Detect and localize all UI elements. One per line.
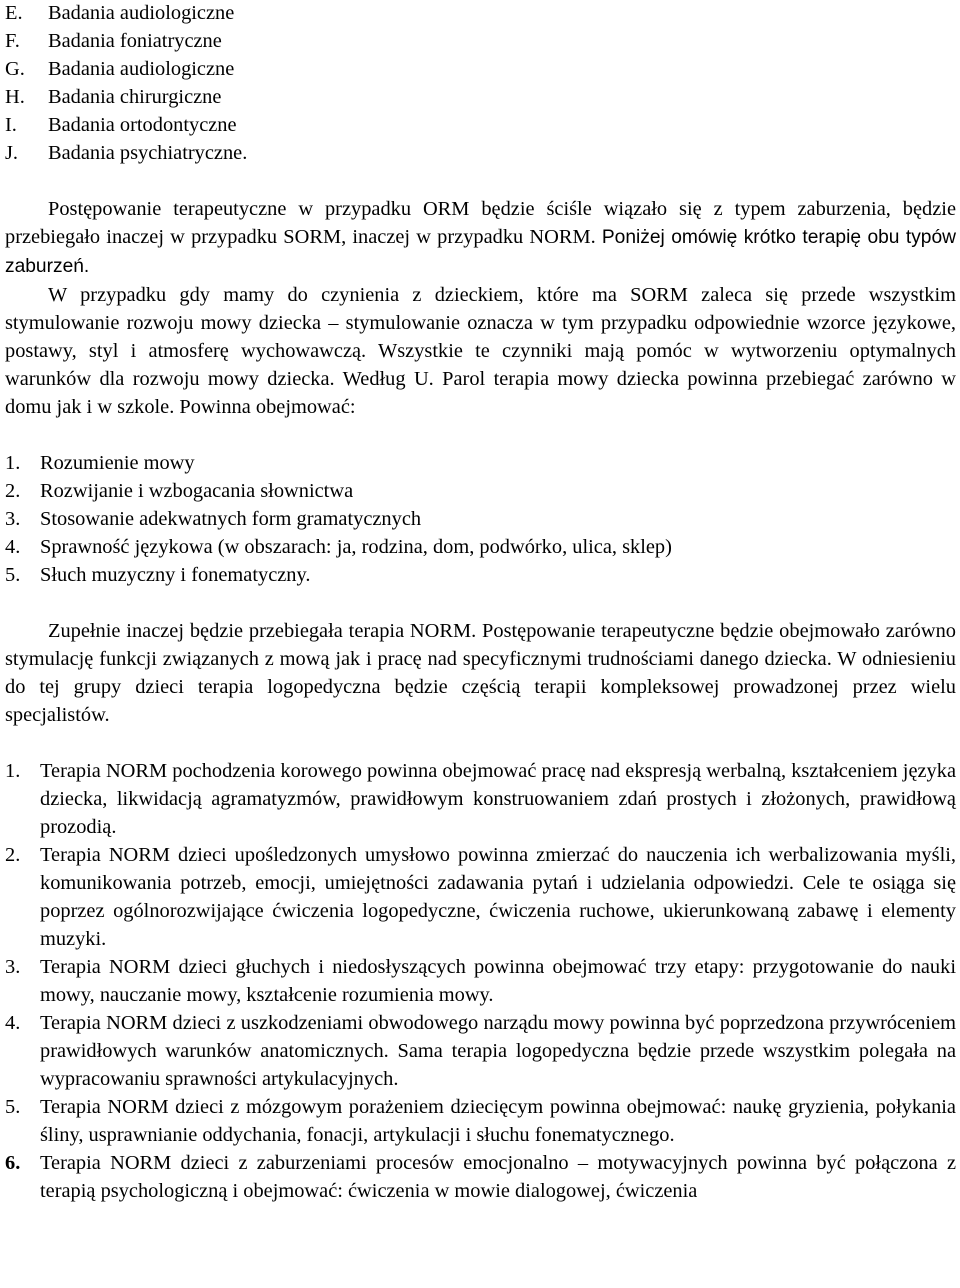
- document-page: [5, 0, 956, 1205]
- spacer: [5, 729, 956, 757]
- list-item: [5, 1149, 956, 1205]
- spacer: [5, 421, 956, 449]
- list-item: [5, 139, 956, 167]
- list-marker: 1.: [5, 452, 21, 474]
- spacer: [5, 167, 956, 195]
- list-marker: 5.: [5, 1096, 21, 1118]
- list-marker: E.: [5, 2, 23, 24]
- list-marker: G.: [5, 58, 25, 80]
- list-text: Terapia NORM pochodzenia korowego powinna obejmować pracę nad ekspresją werbalną, kształceniem języka dziecka, likwidacją agramatyzmów, prawidłowym konstruowaniem zdań prostych i złożonych, prawidłową prozodią.: [40, 760, 956, 838]
- intro-paragraph: [5, 195, 956, 281]
- list-text: Badania ortodontyczne: [48, 114, 237, 136]
- spacer: [5, 589, 956, 617]
- list-text: Słuch muzyczny i fonematyczny.: [40, 564, 311, 586]
- list-marker: H.: [5, 86, 25, 108]
- list-item: [5, 533, 956, 561]
- list-marker: 1.: [5, 760, 21, 782]
- list-item: [5, 83, 956, 111]
- list-marker: I.: [5, 114, 17, 136]
- list-text: Terapia NORM dzieci z mózgowym porażeniem dziecięcym powinna obejmować: naukę gryzienia, połykania śliny, usprawnianie oddychania, fonacji, artykulacji i słuchu fonematycznego.: [40, 1096, 956, 1146]
- list-text: Stosowanie adekwatnych form gramatycznych: [40, 508, 422, 530]
- list-item: [5, 0, 956, 27]
- list-item: [5, 27, 956, 55]
- list-text: Terapia NORM dzieci głuchych i niedosłyszących powinna obejmować trzy etapy: przygotowanie do nauki mowy, nauczanie mowy, kształcenie rozumienia mowy.: [40, 956, 956, 1006]
- list-text: Terapia NORM dzieci upośledzonych umysłowo powinna zmierzać do nauczenia ich werbalizowania myśli, komunikowania potrzeb, emocji, umiejętności zadawania pytań i udzielania odpowiedzi. Cele te osiąga się poprzez ogólnorozwijające ćwiczenia logopedyczne, ćwiczenia ruchowe, ukierunkowaną zabawę i elementy muzyki.: [40, 844, 956, 950]
- list-text: Rozwijanie i wzbogacania słownictwa: [40, 480, 354, 502]
- list-marker: J.: [5, 142, 19, 164]
- list-text: Badania psychiatryczne.: [48, 142, 248, 164]
- list-text: Badania audiologiczne: [48, 58, 235, 80]
- list-marker: 4.: [5, 536, 21, 558]
- list-text: Terapia NORM dzieci z zaburzeniami procesów emocjonalno – motywacyjnych powinna być połączona z terapią psychologiczną i obejmować: ćwiczenia w mowie dialogowej, ćwiczenia: [40, 1152, 956, 1202]
- list-item: [5, 953, 956, 1009]
- list-item: [5, 55, 956, 83]
- list-marker: 2.: [5, 844, 21, 866]
- list-marker: 6.: [5, 1152, 21, 1174]
- list-marker: F.: [5, 30, 20, 52]
- list-item: [5, 449, 956, 477]
- list-item: [5, 561, 956, 589]
- list-text: Badania audiologiczne: [48, 2, 235, 24]
- norm-therapy-list: [5, 757, 956, 1205]
- list-text: Sprawność językowa (w obszarach: ja, rodzina, dom, podwórko, ulica, sklep): [40, 536, 672, 558]
- intro-text: Postępowanie terapeutyczne w przypadku ORM będzie ściśle wiązało się z typem zaburzenia, będzie przebiegało inaczej w przypadku SORM, inaczej w przypadku NORM.: [5, 198, 956, 248]
- list-text: Rozumienie mowy: [40, 452, 195, 474]
- list-item: [5, 477, 956, 505]
- intro-sans-text: Poniżej omówię krótko terapię obu typów zaburzeń.: [5, 227, 956, 277]
- list-item: [5, 757, 956, 841]
- list-item: [5, 505, 956, 533]
- list-item: [5, 111, 956, 139]
- list-marker: 2.: [5, 480, 21, 502]
- list-marker: 4.: [5, 1012, 21, 1034]
- norm-paragraph: Zupełnie inaczej będzie przebiegała terapia NORM. Postępowanie terapeutyczne będzie obejmowało zarówno stymulację funkcji związanych z mową jak i pracę nad specyficznymi trudnościami danego dziecka. W odniesieniu do tej grupy dzieci terapia logopedyczna będzie częścią terapii kompleksowej prowadzonej przez wielu specjalistów.: [5, 620, 956, 726]
- list-item: [5, 841, 956, 953]
- list-item: [5, 1093, 956, 1149]
- list-item: [5, 1009, 956, 1093]
- list-text: Terapia NORM dzieci z uszkodzeniami obwodowego narządu mowy powinna być poprzedzona przywróceniem prawidłowych warunków anatomicznych. Sama terapia logopedyczna będzie przede wszystkim polegała na wypracowaniu sprawności artykulacyjnych.: [40, 1012, 956, 1090]
- list-text: Badania chirurgiczne: [48, 86, 222, 108]
- list-marker: 5.: [5, 564, 21, 586]
- list-marker: 3.: [5, 508, 21, 530]
- exam-list: [5, 0, 956, 167]
- sorm-paragraph: W przypadku gdy mamy do czynienia z dzieckiem, które ma SORM zaleca się przede wszystkim stymulowanie rozwoju mowy dziecka – stymulowanie oznacza w tym przypadku odpowiednie wzorce językowe, postawy, styl i atmosferę wychowawczą. Wszystkie te czynniki mają pomóc w wytworzeniu optymalnych warunków dla rozwoju mowy dziecka. Według U. Parol terapia mowy dziecka powinna przebiegać zarówno w domu jak i w szkole. Powinna obejmować:: [5, 284, 956, 418]
- list-text: Badania foniatryczne: [48, 30, 222, 52]
- sorm-list: [5, 449, 956, 589]
- list-marker: 3.: [5, 956, 21, 978]
